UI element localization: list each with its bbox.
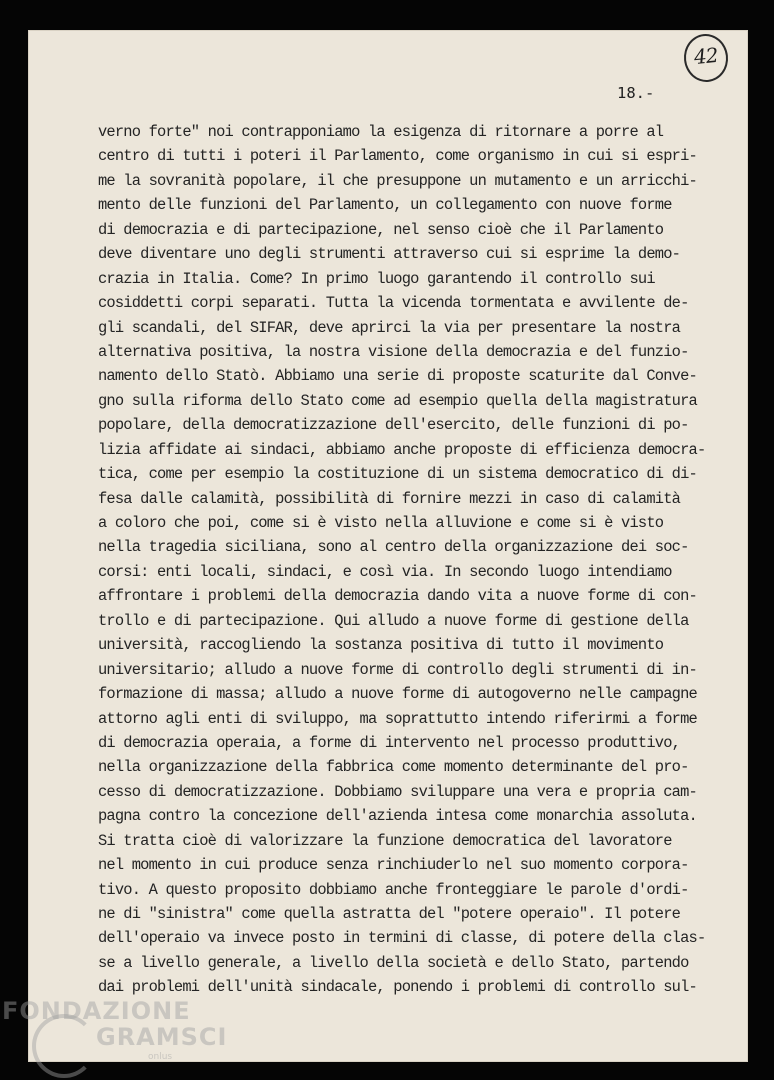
- text-line: nel momento in cui produce senza rinchiuderlo nel suo momento corpora-: [98, 856, 689, 875]
- text-line: deve diventare uno degli strumenti attraverso cui si esprime la demo-: [98, 245, 681, 264]
- text-line: corsi: enti locali, sindaci, e così via. In secondo luogo intendiamo: [98, 562, 672, 581]
- text-line: nella organizzazione della fabbrica come momento determinante del pro-: [98, 758, 689, 777]
- text-line: nella tragedia siciliana, sono al centro della organizzazione dei soc-: [98, 538, 689, 557]
- text-line: a coloro che poi, come si è visto nella alluvione e come si è visto: [98, 514, 664, 532]
- text-line: ne di "sinistra" come quella astratta del "potere operaio". Il potere: [98, 905, 681, 923]
- text-line: università, raccogliendo la sostanza positiva di tutto il movimento: [98, 636, 664, 655]
- text-line: me la sovranità popolare, il che presuppone un mutamento e un arricchi-: [98, 171, 697, 190]
- watermark-line1: FONDAZIONE: [2, 997, 191, 1025]
- text-line: gno sulla riforma dello Stato come ad esempio quella della magistratura: [98, 391, 697, 410]
- text-line: cosiddetti corpi separati. Tutta la vicenda tormentata e avvilente de-: [98, 294, 689, 313]
- text-line: Si tratta cioè di valorizzare la funzione democratica del lavoratore: [98, 831, 672, 850]
- typed-text-body: [98, 120, 738, 1000]
- text-line: dai problemi dell'unità sindacale, ponendo i problemi di controllo sul-: [98, 978, 697, 997]
- text-line: verno forte" noi contrapponiamo la esigenza di ritornare a porre al: [98, 123, 664, 141]
- text-line: cesso di democratizzazione. Dobbiamo sviluppare una vera e propria cam-: [98, 782, 697, 801]
- text-line: gli scandali, del SIFAR, deve aprirci la via per presentare la nostra: [98, 318, 681, 337]
- text-line: mento delle funzioni del Parlamento, un collegamento con nuove forme: [98, 196, 672, 215]
- text-line: attorno agli enti di sviluppo, ma soprattutto intendo riferirmi a forme: [98, 709, 697, 728]
- text-line: tica, come per esempio la costituzione di un sistema democratico di di-: [98, 465, 697, 484]
- page-number: 18.-: [617, 84, 655, 102]
- text-line: fesa dalle calamità, possibilità di fornire mezzi in caso di calamità: [98, 489, 681, 508]
- text-line: affrontare i problemi della democrazia dando vita a nuove forme di con-: [98, 587, 697, 606]
- text-line: tivo. A questo proposito dobbiamo anche fronteggiare le parole d'ordi-: [98, 880, 689, 899]
- text-line: crazia in Italia. Come? In primo luogo garantendo il controllo sui: [98, 269, 655, 288]
- watermark-line3: onlus: [148, 1052, 173, 1062]
- text-line: di democrazia operaia, a forme di intervento nel processo produttivo,: [98, 733, 681, 752]
- text-line: trollo e di partecipazione. Qui alludo a nuove forme di gestione della: [98, 611, 689, 630]
- watermark-line2: GRAMSCI: [96, 1023, 228, 1051]
- text-line: alternativa positiva, la nostra visione della democrazia e del funzio-: [98, 342, 689, 361]
- text-line: di democrazia e di partecipazione, nel senso cioè che il Parlamento: [98, 220, 664, 239]
- text-line: popolare, della democratizzazione dell'esercito, delle funzioni di po-: [98, 416, 689, 435]
- text-line: se a livello generale, a livello della società e dello Stato, partendo: [98, 953, 689, 972]
- text-line: universitario; alludo a nuove forme di controllo degli strumenti di in-: [98, 660, 697, 679]
- watermark-logo: [0, 990, 228, 1080]
- text-line: lizia affidate ai sindaci, abbiamo anche proposte di efficienza democra-: [98, 440, 706, 459]
- text-line: formazione di massa; alludo a nuove forme di autogoverno nelle campagne: [98, 685, 697, 704]
- text-line: namento dello Statò. Abbiamo una serie di proposte scaturite dal Conve-: [98, 367, 697, 386]
- text-line: dell'operaio va invece posto in termini di classe, di potere della clas-: [98, 929, 706, 948]
- text-line: pagna contro la concezione dell'azienda intesa come monarchia assoluta.: [98, 807, 697, 826]
- text-line: centro di tutti i poteri il Parlamento, come organismo in cui si espri-: [98, 147, 697, 166]
- folio-number: 42: [692, 42, 719, 70]
